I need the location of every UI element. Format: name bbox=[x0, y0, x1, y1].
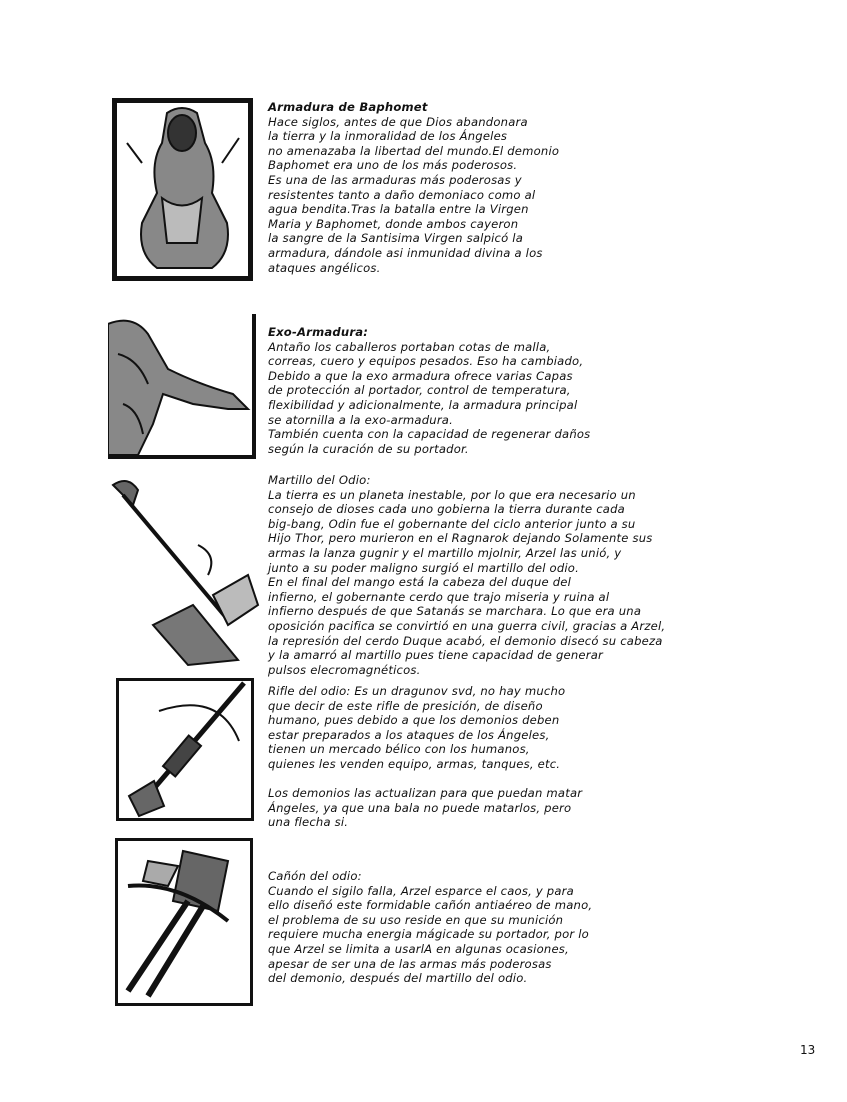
page-number: 13 bbox=[800, 1043, 816, 1057]
text-line: Hijo Thor, pero murieron en el Ragnarok dejando Solamente sus bbox=[268, 531, 653, 546]
text-line: Maria y Baphomet, donde ambos cayeron bbox=[268, 216, 519, 231]
text-line: Hace siglos, antes de que Dios abandonara bbox=[268, 114, 528, 129]
text-line: consejo de dioses cada uno gobierna la tierra durante cada bbox=[268, 502, 625, 517]
text-line: y la amarró al martillo pues tiene capacidad de generar bbox=[268, 648, 604, 663]
section-exo-armor bbox=[268, 325, 590, 456]
text-line: apesar de ser una de las armas más poderosas bbox=[268, 956, 552, 971]
section-baphomet-armor bbox=[268, 100, 559, 275]
text-line: humano, pues debido a que los demonios deben bbox=[268, 713, 560, 728]
section-rifle-of-hatred bbox=[268, 684, 582, 830]
text-line: estar preparados a los ataques de los Ángeles, bbox=[268, 727, 550, 742]
section-title: Armadura de Baphomet bbox=[268, 100, 428, 114]
text-line: big-bang, Odin fue el gobernante del ciclo anterior junto a su bbox=[268, 516, 636, 531]
blank-line bbox=[268, 772, 582, 787]
cannon-of-hatred-illustration bbox=[115, 838, 253, 1006]
text-line: Rifle del odio: Es un dragunov svd, no hay mucho bbox=[268, 684, 566, 698]
rifle-of-hatred-illustration bbox=[116, 678, 254, 821]
text-line: que Arzel se limita a usarlA en algunas ocasiones, bbox=[268, 941, 569, 956]
text-line: agua bendita.Tras la batalla entre la Virgen bbox=[268, 202, 529, 217]
text-line: resistentes tanto a daño demoniaco como al bbox=[268, 187, 536, 202]
text-line: La tierra es un planeta inestable, por lo que era necesario un bbox=[268, 487, 636, 502]
baphomet-armor-illustration bbox=[112, 98, 253, 281]
text-line: junto a su poder maligno surgió el martillo del odio. bbox=[268, 560, 579, 575]
text-line: También cuenta con la capacidad de regenerar daños bbox=[268, 427, 591, 442]
text-line: oposición pacifica se convirtió en una guerra civil, gracias a Arzel, bbox=[268, 618, 666, 633]
text-line: requiere mucha energia mágicade su portador, por lo bbox=[268, 927, 589, 942]
text-line: ello diseñó este formidable cañón antiaéreo de mano, bbox=[268, 898, 593, 913]
text-line: una flecha si. bbox=[268, 815, 349, 830]
text-line: infierno después de que Satanás se marchara. Lo que era una bbox=[268, 604, 642, 619]
section-title: Martillo del Odio: bbox=[268, 473, 371, 487]
text-line: la represión del cerdo Duque acabó, el demonio disecó su cabeza bbox=[268, 633, 663, 648]
text-line: se atornilla a la exo-armadura. bbox=[268, 412, 453, 427]
text-line: del demonio, después del martillo del odio. bbox=[268, 971, 528, 986]
text-line: Los demonios las actualizan para que puedan matar bbox=[268, 786, 583, 801]
hammer-of-hatred-illustration bbox=[98, 475, 268, 667]
text-line: flexibilidad y adicionalmente, la armadura principal bbox=[268, 397, 578, 412]
text-line: no amenazaba la libertad del mundo.El demonio bbox=[268, 143, 560, 158]
text-line: pulsos elecromagnéticos. bbox=[268, 662, 421, 677]
exo-armor-illustration bbox=[108, 314, 256, 459]
text-line: Baphomet era uno de los más poderosos. bbox=[268, 158, 518, 173]
text-line: la tierra y la inmoralidad de los Ángeles bbox=[268, 129, 508, 144]
text-line: que decir de este rifle de presición, de diseño bbox=[268, 698, 543, 713]
text-line: el problema de su uso reside en que su munición bbox=[268, 912, 564, 927]
text-line: según la curación de su portador. bbox=[268, 441, 469, 456]
text-line: armas la lanza gugnir y el martillo mjolnir, Arzel las unió, y bbox=[268, 545, 622, 560]
text-line: armadura, dándole asi inmunidad divina a los bbox=[268, 245, 543, 260]
text-line: de protección al portador, control de temperatura, bbox=[268, 383, 571, 398]
section-title: Cañón del odio: bbox=[268, 869, 362, 883]
text-line: la sangre de la Santisima Virgen salpicó la bbox=[268, 231, 524, 246]
section-cannon-of-hatred bbox=[268, 869, 592, 986]
text-line: Debido a que la exo armadura ofrece varias Capas bbox=[268, 368, 573, 383]
text-line: quienes les venden equipo, armas, tanques, etc. bbox=[268, 756, 561, 771]
section-hammer-of-hatred bbox=[268, 473, 665, 677]
text-line: correas, cuero y equipos pesados. Eso ha cambiado, bbox=[268, 354, 584, 369]
text-line: Ángeles, ya que una bala no puede matarlos, pero bbox=[268, 800, 572, 815]
text-line: tienen un mercado bélico con los humanos, bbox=[268, 742, 530, 757]
text-line: ataques angélicos. bbox=[268, 260, 381, 275]
text-line: En el final del mango está la cabeza del duque del bbox=[268, 575, 572, 590]
text-line: infierno, el gobernante cerdo que trajo miseria y ruina al bbox=[268, 589, 610, 604]
text-line: Es una de las armaduras más poderosas y bbox=[268, 172, 522, 187]
text-line: Antaño los caballeros portaban cotas de malla, bbox=[268, 339, 551, 354]
section-title: Exo-Armadura: bbox=[268, 325, 369, 339]
text-line: Cuando el sigilo falla, Arzel esparce el caos, y para bbox=[268, 883, 574, 898]
